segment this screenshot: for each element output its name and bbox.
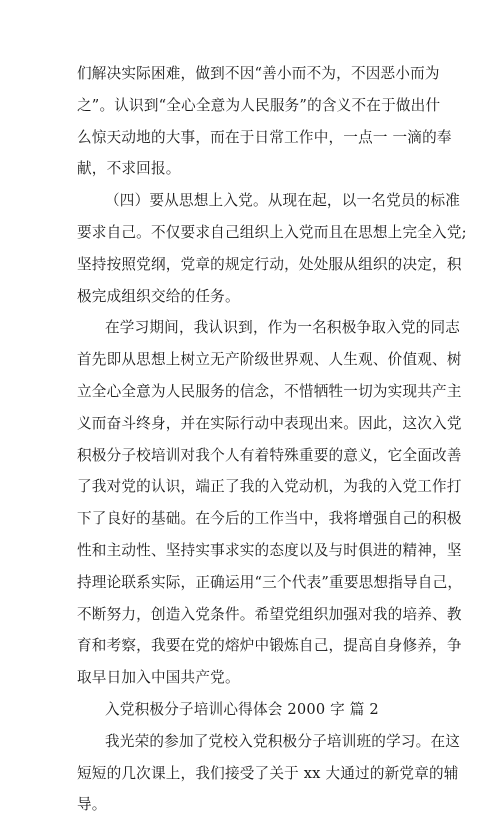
paragraph-line: 坚持按照党纲，党章的规定行动，处处服从组织的决定，积	[77, 255, 462, 273]
section-heading: 入党积极分子培训心得体会 2000 字 篇 2	[105, 700, 379, 718]
paragraph-line: 不断努力，创造入党条件。希望党组织加强对我的培养、教	[77, 605, 462, 623]
paragraph-line: 要求自己。不仅要求自己组织上入党而且在思想上完全入党;	[77, 223, 467, 241]
paragraph-line: 献，不求回报。	[77, 160, 181, 178]
paragraph-line: 了我对党的认识，端正了我的入党动机，为我的入党工作打	[77, 478, 462, 496]
paragraph-line: 立全心全意为人民服务的信念，不惜牺牲一切为实现共产主	[77, 382, 462, 400]
paragraph-line: 我光荣的参加了党校入党积极分子培训班的学习。在这	[105, 732, 461, 750]
paragraph-line: 义而奋斗终身，并在实际行动中表现出来。因此，这次入党	[77, 414, 462, 432]
paragraph-line: 性和主动性、坚持实事求实的态度以及与时俱进的精神，坚	[77, 541, 462, 559]
paragraph-line: 积极分子校培训对我个人有着特殊重要的意义，它全面改善	[77, 446, 462, 464]
paragraph-line: 短短的几次课上，我们接受了关于 xx 大通过的新党章的辅	[77, 764, 459, 782]
paragraph-line: 首先即从思想上树立无产阶级世界观、人生观、价值观、树	[77, 351, 462, 369]
paragraph-line: 之”。认识到“全心全意为人民服务”的含义不在于做出什	[77, 96, 441, 114]
paragraph-line: 取早日加入中国共产党。	[77, 669, 240, 687]
paragraph-line: 们解决实际困难，做到不因“善小而不为，不因恶小而为	[77, 65, 440, 82]
document-page	[77, 65, 467, 829]
paragraph-line: 么惊天动地的大事，而在于日常工作中，一点一 一滴的奉	[77, 128, 452, 146]
paragraph-line: 极完成组织交给的任务。	[77, 287, 240, 305]
paragraph-line: （四）要从思想上入党。从现在起，以一名党员的标准	[105, 192, 461, 210]
paragraph-line: 下了良好的基础。在今后的工作当中，我将增强自己的积极	[77, 510, 462, 528]
paragraph-line: 育和考察，我要在党的熔炉中锻炼自己，提高自身修养，争	[77, 637, 462, 655]
paragraph-line: 在学习期间，我认识到，作为一名积极争取入党的同志	[105, 319, 461, 337]
paragraph-line: 导。	[77, 796, 107, 814]
paragraph-line: 持理论联系实际，正确运用“三个代表”重要思想指导自己，	[77, 573, 463, 591]
